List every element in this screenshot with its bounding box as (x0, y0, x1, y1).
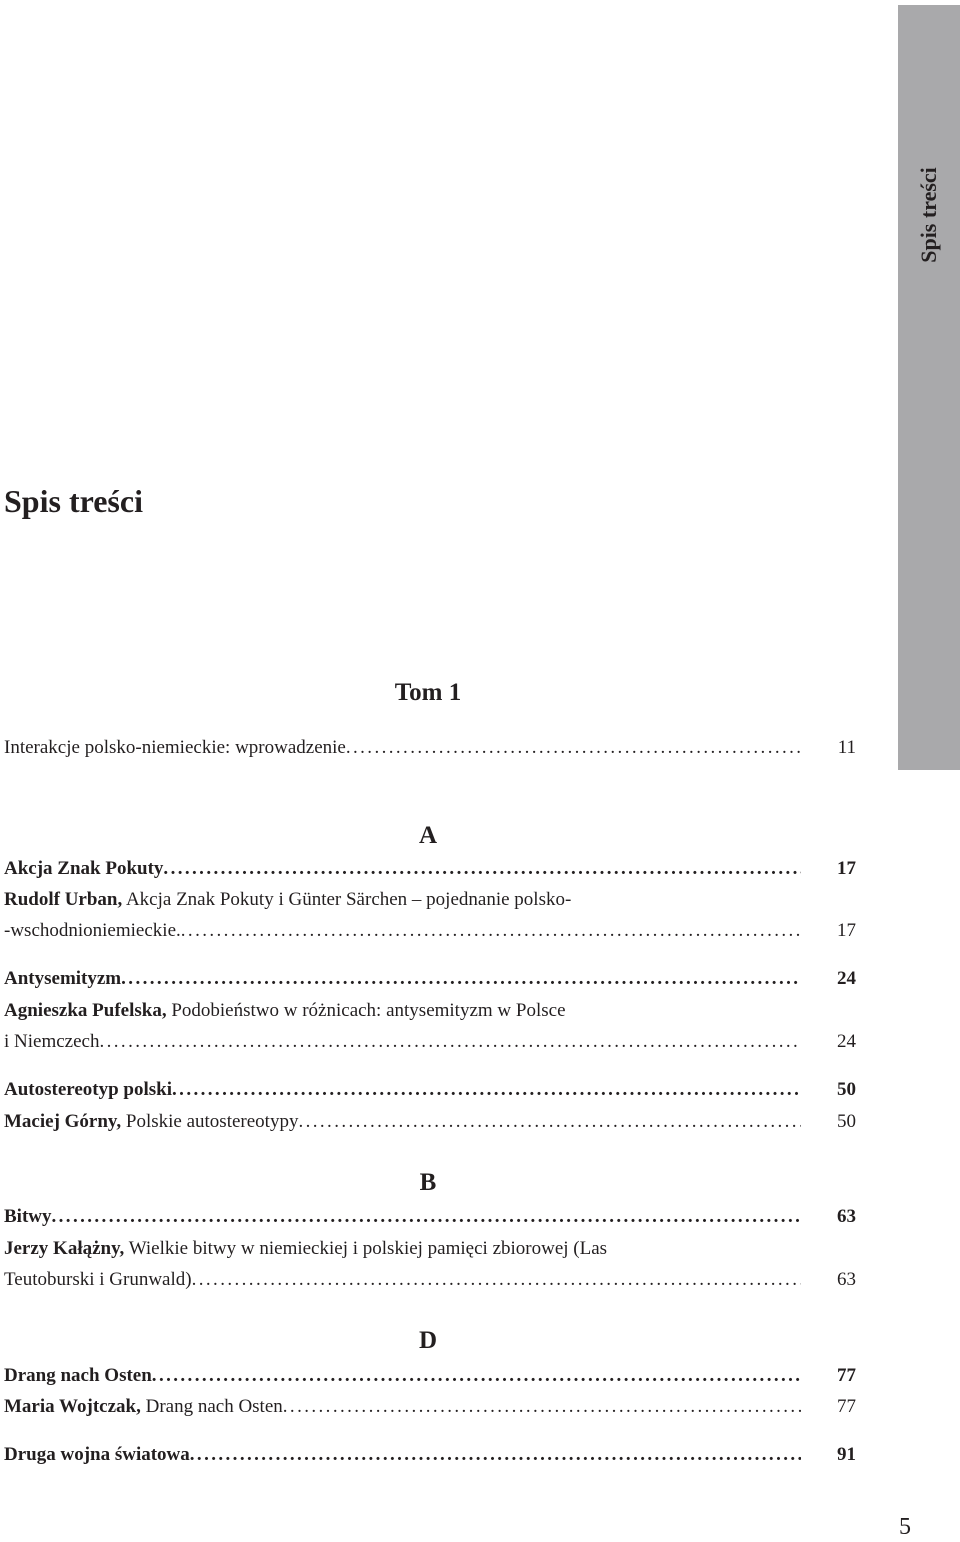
toc-article-akcja-line2[interactable] (4, 916, 856, 946)
toc-heading-bitwy[interactable] (4, 1202, 856, 1232)
toc-heading-title: Bitwy (4, 1206, 52, 1227)
toc-page-number: 50 (837, 1079, 856, 1100)
toc-article-akcja-line1[interactable] (4, 885, 571, 915)
article-author: Agnieszka Pufelska, (4, 1000, 167, 1021)
section-letter-a: A (418, 822, 438, 849)
article-title: Drang nach Osten (145, 1396, 283, 1417)
article-title-continued: Teutoburski i Grunwald) (4, 1269, 192, 1290)
section-letter-d: D (418, 1327, 438, 1354)
toc-heading-drang[interactable] (4, 1361, 856, 1391)
page-title: Spis treści (4, 483, 143, 519)
toc-page-number: 17 (837, 858, 856, 879)
article-title: Akcja Znak Pokuty i Günter Särchen – pojednanie polsko- (125, 889, 572, 910)
dot-leader (346, 733, 802, 763)
toc-page-number: 50 (837, 1111, 856, 1132)
toc-article-autostereotyp[interactable] (4, 1107, 856, 1137)
toc-page-number: 77 (837, 1365, 856, 1386)
dot-leader (283, 1392, 801, 1422)
dot-leader (181, 916, 801, 946)
dot-leader (172, 1075, 801, 1105)
article-author: Rudolf Urban, (4, 889, 123, 910)
article-title-continued: i Niemczech (4, 1031, 100, 1052)
toc-page-number: 17 (837, 920, 856, 941)
toc-page-number: 77 (837, 1396, 856, 1417)
toc-page-number: 63 (837, 1206, 856, 1227)
dot-leader (192, 1265, 801, 1295)
toc-entry-title: Interakcje polsko-niemieckie: wprowadzenie (4, 737, 346, 758)
toc-article-drang[interactable] (4, 1392, 856, 1422)
toc-page-number: 24 (837, 968, 856, 989)
side-tab (898, 5, 960, 770)
toc-article-antysemityzm-line2[interactable] (4, 1027, 856, 1057)
page-number: 5 (899, 1514, 911, 1540)
dot-leader (298, 1107, 801, 1137)
toc-heading-druga-wojna[interactable] (4, 1440, 856, 1470)
dot-leader (52, 1202, 802, 1232)
toc-heading-title: Akcja Znak Pokuty (4, 858, 164, 879)
toc-heading-title: Antysemityzm (4, 968, 122, 989)
dot-leader (163, 854, 801, 884)
dot-leader (190, 1440, 801, 1470)
dot-leader (152, 1361, 801, 1391)
toc-heading-title: Drang nach Osten (4, 1365, 152, 1386)
toc-page-number: 63 (837, 1269, 856, 1290)
toc-article-bitwy-line1[interactable] (4, 1234, 607, 1264)
dot-leader (121, 964, 801, 994)
article-author: Maria Wojtczak, (4, 1396, 141, 1417)
article-author: Jerzy Kałążny, (4, 1238, 125, 1259)
toc-page-number: 24 (837, 1031, 856, 1052)
toc-article-bitwy-line2[interactable] (4, 1265, 856, 1295)
section-letter-b: B (419, 1169, 437, 1196)
article-title-continued: -wschodnioniemieckie. (4, 920, 181, 941)
toc-heading-title: Autostereotyp polski (4, 1079, 173, 1100)
volume-title: Tom 1 (394, 679, 462, 706)
toc-page-number: 11 (837, 737, 856, 758)
article-title: Wielkie bitwy w niemieckiej i polskiej pamięci zbiorowej (Las (128, 1238, 608, 1259)
side-tab-label: Spis treści (916, 167, 941, 263)
article-title: Podobieństwo w różnicach: antysemityzm w Polsce (171, 1000, 566, 1021)
article-author: Maciej Górny, (4, 1111, 122, 1132)
toc-article-antysemityzm-line1[interactable] (4, 996, 566, 1026)
toc-heading-title: Druga wojna światowa (4, 1444, 190, 1465)
toc-heading-akcja[interactable] (4, 854, 856, 884)
toc-heading-antysemityzm[interactable] (4, 964, 856, 994)
article-title: Polskie autostereotypy (125, 1111, 299, 1132)
toc-page-number: 91 (837, 1444, 856, 1465)
dot-leader (99, 1027, 801, 1057)
toc-entry-intro[interactable] (4, 733, 856, 763)
toc-heading-autostereotyp[interactable] (4, 1075, 856, 1105)
